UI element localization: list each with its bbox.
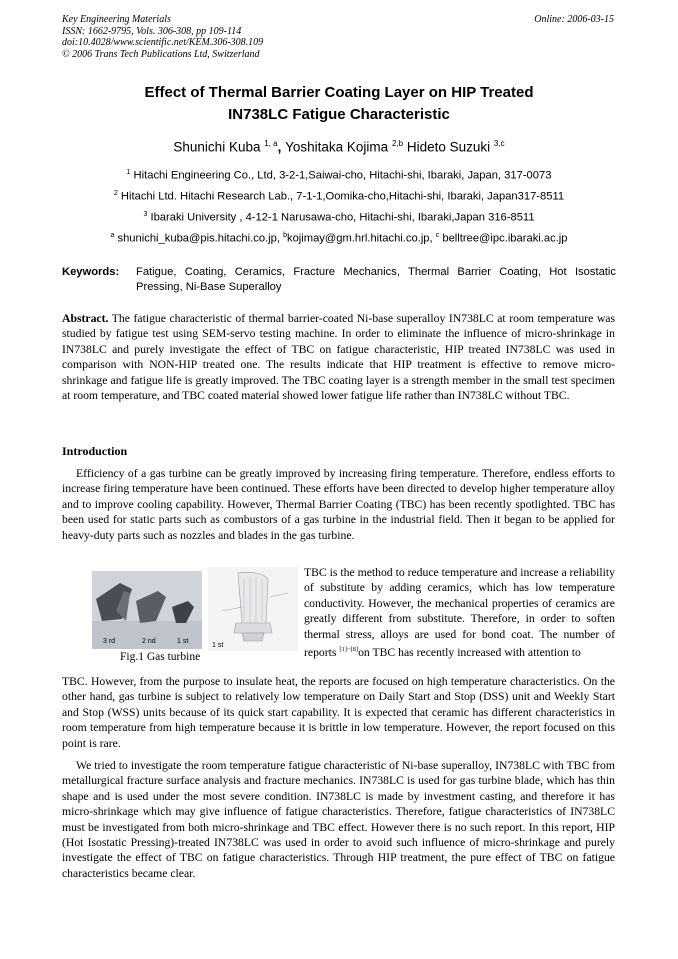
- email-link-b[interactable]: kojimay@gm.hrl.hitachi.co.jp,: [286, 232, 436, 245]
- issn-line: ISSN: 1662-9795, Vols. 306-308, pp 109-114: [62, 25, 242, 37]
- intro-p2-text-a: TBC is the method to reduce temperature and increase a reliability of substitute by adding ceramics, which has low temperature conductivity. However, the mechanical properties of ceramics are greatly different from substitute. Therefore, in order to soften thermal stress, alloys are used for bond coat. The number of reports: [304, 566, 615, 659]
- intro-p2-text-b: on TBC has recently increased with attention to: [358, 645, 581, 659]
- author-affiliation-mark: 2,b: [391, 139, 404, 148]
- affiliation-number: 1: [126, 169, 131, 176]
- author-list: [62, 139, 616, 155]
- author-name: Yoshitaka Kojima: [285, 139, 389, 155]
- journal-name: Key Engineering Materials: [62, 14, 171, 25]
- intro-paragraph-2-continued: TBC. However, from the purpose to insulate heat, the reports are focused on high temperature characteristics. On the other hand, gas turbine is subject to relatively low temperature on Daily Start and Stop (DSS) unit and Weekly Start and Stop (WSS) units because of its quick start capability. It is expected that ceramic has different characteristics in room temperature from high temperature because it is brittle in low temperature. However, the report focused on this point is rare.: [62, 675, 615, 750]
- paper-title: [62, 82, 616, 125]
- blade-cross-section-drawing: [208, 567, 298, 651]
- email-link-a[interactable]: shunichi_kuba@pis.hitachi.co.jp,: [117, 232, 284, 245]
- keywords-text: Fatigue, Coating, Ceramics, Fracture Mechanics, Thermal Barrier Coating, Hot Isostatic Pressing, Ni-Base Superalloy: [136, 266, 616, 293]
- copyright-line: © 2006 Trans Tech Publications Ltd, Switzerland: [62, 48, 260, 60]
- affiliation-number: 3: [143, 211, 148, 218]
- turbine-blades-image: [92, 571, 202, 649]
- keywords-section: [62, 265, 616, 294]
- abstract-label: Abstract.: [62, 312, 109, 325]
- turbine-blades-photo: [92, 571, 202, 649]
- section-heading-introduction: Introduction: [62, 444, 128, 458]
- email-mark: c: [435, 232, 440, 239]
- blade-drawing-image: [208, 567, 298, 651]
- drawing-label-1st: 1 st: [212, 642, 224, 649]
- affiliation-text: Hitachi Ltd. Hitachi Research Lab., 7-1-1,Oomika-cho,Hitachi-shi, Ibaraki, Japan317-8511: [120, 190, 565, 203]
- author-emails: [62, 229, 616, 246]
- blade-label-1st: 1 st: [177, 638, 189, 645]
- blade-label-3rd: 3 rd: [103, 638, 116, 645]
- email-mark: a: [110, 232, 115, 239]
- intro-paragraph-2-column: [304, 565, 615, 660]
- publication-header: [62, 14, 614, 60]
- reference-citation[interactable]: [1]~[8]: [339, 646, 359, 654]
- author-separator: ,: [277, 139, 286, 155]
- blade-label-2nd: 2 nd: [142, 638, 156, 645]
- affiliation-1: [62, 166, 616, 183]
- email-mark: b: [283, 232, 287, 239]
- affiliation-2: [62, 187, 616, 204]
- figure-caption: Fig.1 Gas turbine: [120, 651, 201, 663]
- author-affiliation-mark: 1, a: [264, 139, 278, 148]
- intro-paragraph-1: Efficiency of a gas turbine can be greatly improved by increasing firing temperature. Therefore, endless efforts to increase firing temperature have been continued. These efforts have been directed to develop higher temperature alloy and to improve cooling capability. However, Thermal Barrier Coating (TBC) has been recently spotlighted. TBC has been used for static parts such as combustors of a gas turbine in the industrial field. Then it began to be applied for heavy-duty parts such as nozzles and blades in the gas turbine.: [62, 467, 615, 542]
- title-line-1: Effect of Thermal Barrier Coating Layer on HIP Treated: [144, 84, 534, 101]
- affiliation-text: Ibaraki University , 4-12-1 Narusawa-cho, Hitachi-shi, Ibaraki,Japan 316-8511: [150, 211, 535, 224]
- abstract-text: The fatigue characteristic of thermal barrier-coated Ni-base superalloy IN738LC at room temperature was studied by fatigue test using SEM-servo testing machine. In order to eliminate the influence of micro-shrinkage in IN738LC and purely investigate the effect of TBC on fatigue characteristic, HIP treated IN738LC was used in comparison with NON-HIP treated one. The results indicate that HIP treatment is effective to remove micro-shrinkage and fatigue life is greatly improved. The TBC coating layer is a strength member in the small test specimen at room temperature, and TBC coated material showed lower fatigue life rather than IN738LC without TBC.: [62, 312, 615, 403]
- author-name: Shunichi Kuba: [173, 139, 261, 155]
- abstract-paragraph: [62, 311, 615, 403]
- keywords-label: Keywords:: [62, 266, 120, 278]
- title-line-2: IN738LC Fatigue Characteristic: [228, 105, 450, 123]
- online-date: Online: 2006-03-15: [534, 14, 614, 25]
- affiliation-number: 2: [113, 190, 118, 197]
- email-link-c[interactable]: belltree@ipc.ibaraki.ac.jp: [442, 232, 568, 245]
- affiliation-text: Hitachi Engineering Co., Ltd, 3-2-1,Saiwai-cho, Hitachi-shi, Ibaraki, Japan, 317-0073: [133, 169, 552, 182]
- intro-paragraph-3: We tried to investigate the room temperature fatigue characteristic of Ni-base superalloy, IN738LC with TBC from metallurgical fracture surface analysis and fracture mechanics. IN738LC is used for gas turbine blade, which has thin shape and is used under the most severe condition. IN738LC is made by investment casting, and therefore it has micro-shrinkage which may give influence of fatigue characteristics. Therefore, fatigue characteristics of IN738LC must be investigated from both micro-shrinkage and TBC effect. However there is no such report. In this report, HIP (Hot Isostatic Pressing)-treated IN738LC was used in order to avoid such influence of micro-shrinkage and purely investigate the effect of TBC on fatigue characteristics. Through HIP treatment, the pure effect of TBC on fatigue characteristics became clear.: [62, 759, 615, 880]
- author-name: Hideto Suzuki: [406, 139, 491, 155]
- author-affiliation-mark: 3,c: [493, 139, 505, 148]
- doi-line: doi:10.4028/www.scientific.net/KEM.306-308.109: [62, 37, 264, 48]
- figure-1: [62, 567, 296, 671]
- affiliation-3: [62, 208, 616, 225]
